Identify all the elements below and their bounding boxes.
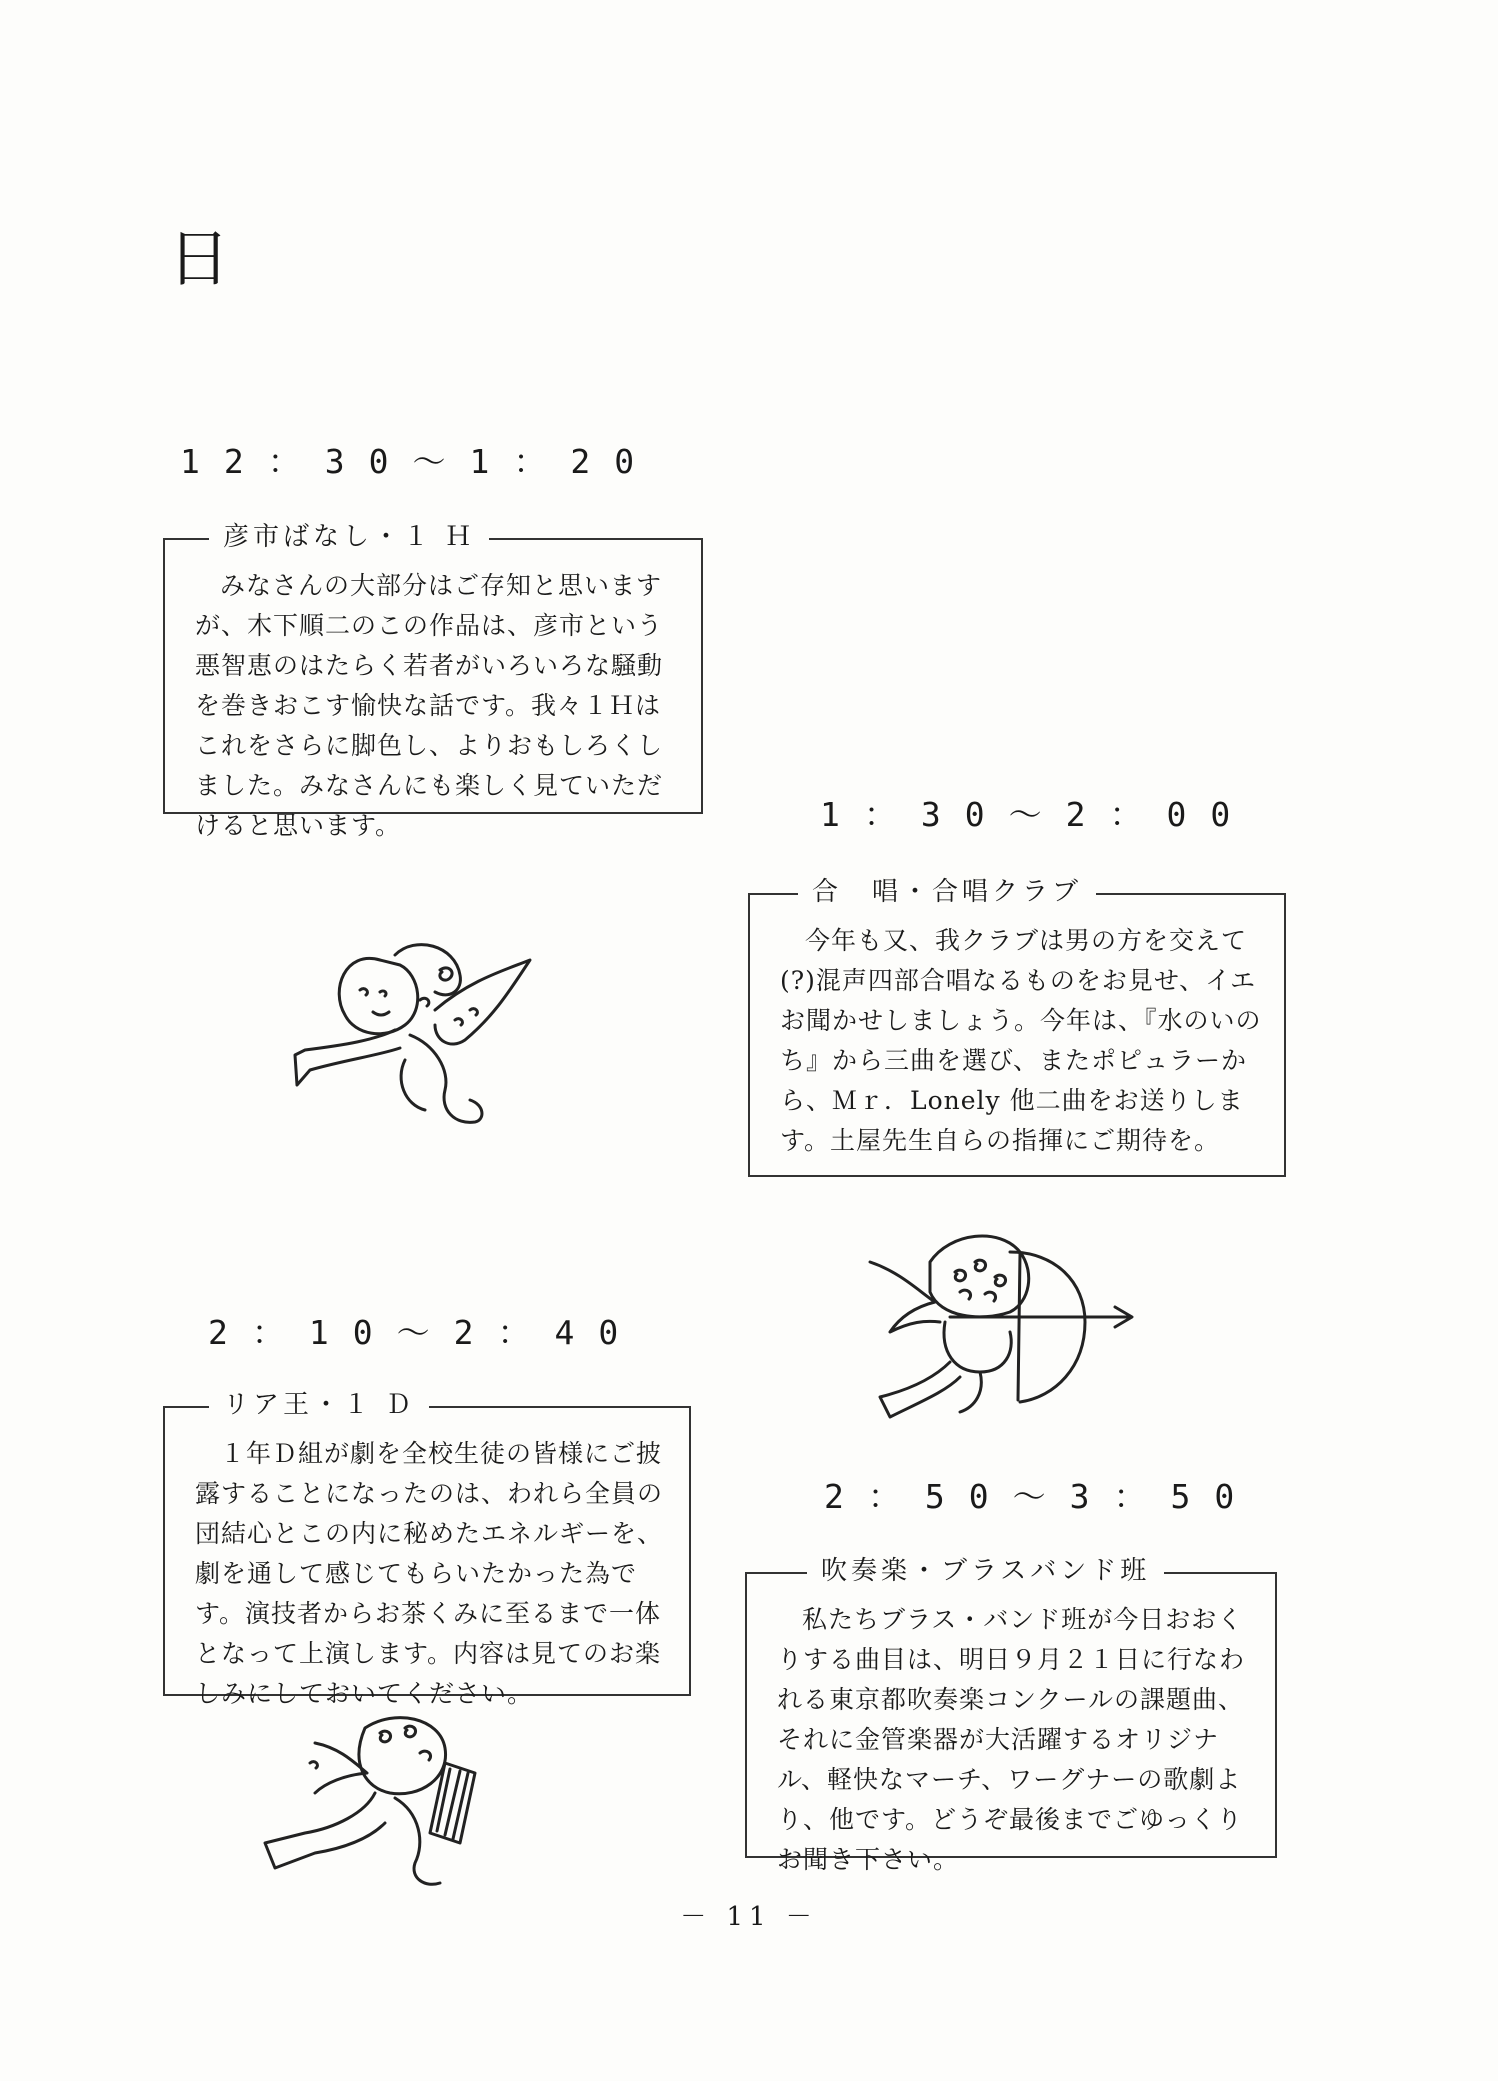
cupid-horn-icon (285, 930, 555, 1140)
time-slot-4: 2：50～3：50 (824, 1477, 1259, 1516)
time-slot-3: 2：10～2：40 (208, 1313, 643, 1352)
program-box-1 (163, 522, 703, 840)
time-slot-1: 12：30～1：20 (180, 442, 659, 481)
program-box-3 (163, 1390, 691, 1708)
time-slot-2: 1：30～2：00 (820, 795, 1255, 834)
program-box-4 (745, 1556, 1277, 1874)
program-text-3: １年Ｄ組が劇を全校生徒の皆様にご披露することになったのは、われら全員の団結心とこの内に秘めたエネルギーを、劇を通して感じてもらいたかった為です。演技者からお茶くみに至るまで一体となって上演します。内容は見てのお楽しみにしておいてください。 (195, 1439, 664, 1708)
page-number: － 11 － (680, 1902, 818, 1932)
program-title-4: 吹奏楽・ブラスバンド班 (807, 1558, 1164, 1584)
program-title-3: リア王・１ Ｄ (209, 1392, 429, 1418)
program-title-1: 彦市ばなし・１ Ｈ (209, 524, 489, 550)
program-text-2: 今年も又、我クラブは男の方を交えて(?)混声四部合唱なるものをお見せ、イエお聞かせしましょう。今年は、『水のいのち』から三曲を選び、またポピュラーから、Ｍｒ．Lonely 他二曲をお送りします。土屋先生自らの指揮にご期待を。 (780, 926, 1262, 1155)
page-heading-char: 日 (168, 222, 231, 295)
program-text-1: みなさんの大部分はご存知と思いますが、木下順二のこの作品は、彦市という悪智恵のはたらく若者がいろいろな騒動を巻きおこす愉快な話です。我々１Ｈはこれをさらに脚色し、よりおもしろくしました。みなさんにも楽しく見ていただけると思います。 (195, 571, 664, 840)
cupid-bow-icon (860, 1222, 1150, 1442)
program-box-2 (748, 877, 1286, 1177)
program-text-4: 私たちブラス・バンド班が今日おおくりする曲目は、明日９月２１日に行なわれる東京都吹奏楽コンクールの課題曲、それに金管楽器が大活躍するオリジナル、軽快なマーチ、ワーグナーの歌劇より、他です。どうぞ最後までごゆっくりお聞き下さい。 (777, 1605, 1246, 1874)
program-title-2: 合 唱・合唱クラブ (798, 879, 1096, 905)
cupid-lyre-icon (255, 1703, 535, 1893)
